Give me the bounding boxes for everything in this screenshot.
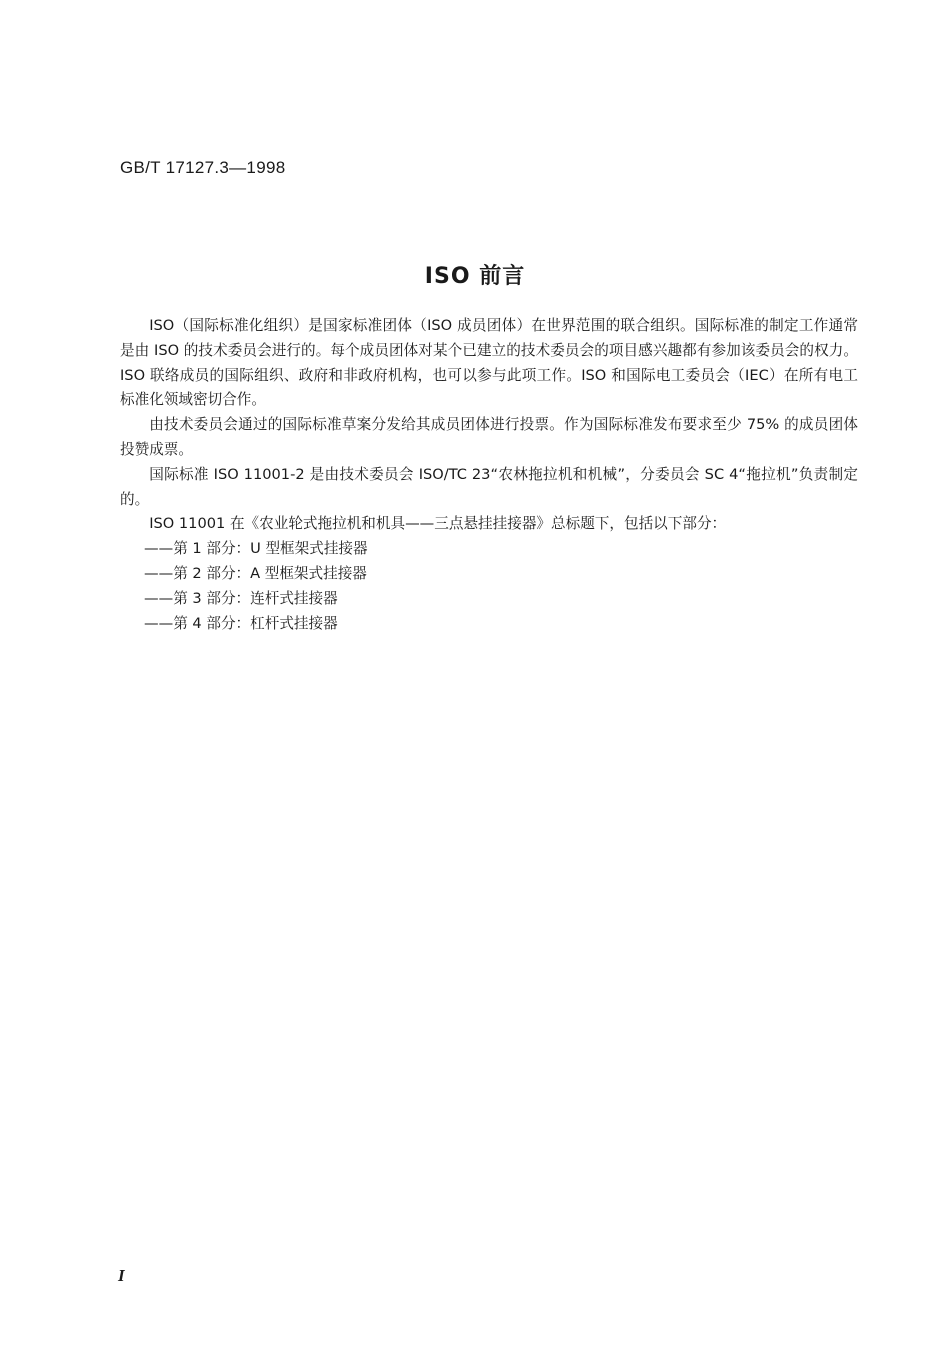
list-item-part-2: ——第 2 部分：A 型框架式挂接器 bbox=[144, 564, 367, 582]
paragraph-committee: 国际标准 ISO 11001-2 是由技术委员会 ISO/TC 23“农林拖拉机和机械”，分委员会 SC 4“拖拉机”负责制定的。 bbox=[120, 465, 858, 508]
paragraph-iso-organization: ISO（国际标准化组织）是国家标准团体（ISO 成员团体）在世界范围的联合组织。国际标准的制定工作通常是由 ISO 的技术委员会进行的。每个成员团体对某个已建立的技术委员会的项目感兴趣都有参加该委员会的权力。ISO 联络成员的国际组织、政府和非政府机构，也可以参与此项工作。ISO 和国际电工委员会（IEC）在所有电工标准化领域密切合作。 bbox=[120, 317, 858, 409]
document-body bbox=[120, 314, 858, 636]
list-item-part-4: ——第 4 部分：杠杆式挂接器 bbox=[144, 614, 338, 632]
list-item-part-3: ——第 3 部分：连杆式挂接器 bbox=[144, 589, 338, 607]
list-item-part-1: ——第 1 部分：U 型框架式挂接器 bbox=[144, 540, 368, 558]
paragraph-parts-intro: ISO 11001 在《农业轮式拖拉机和机具——三点悬挂挂接器》总标题下，包括以下部分： bbox=[149, 515, 727, 533]
standard-number: GB/T 17127.3—1998 bbox=[120, 158, 286, 177]
paragraph-voting: 由技术委员会通过的国际标准草案分发给其成员团体进行投票。作为国际标准发布要求至少 75% 的成员团体投赞成票。 bbox=[120, 416, 858, 458]
page-number: I bbox=[118, 1266, 125, 1285]
page-title: ISO 前言 bbox=[424, 264, 526, 289]
